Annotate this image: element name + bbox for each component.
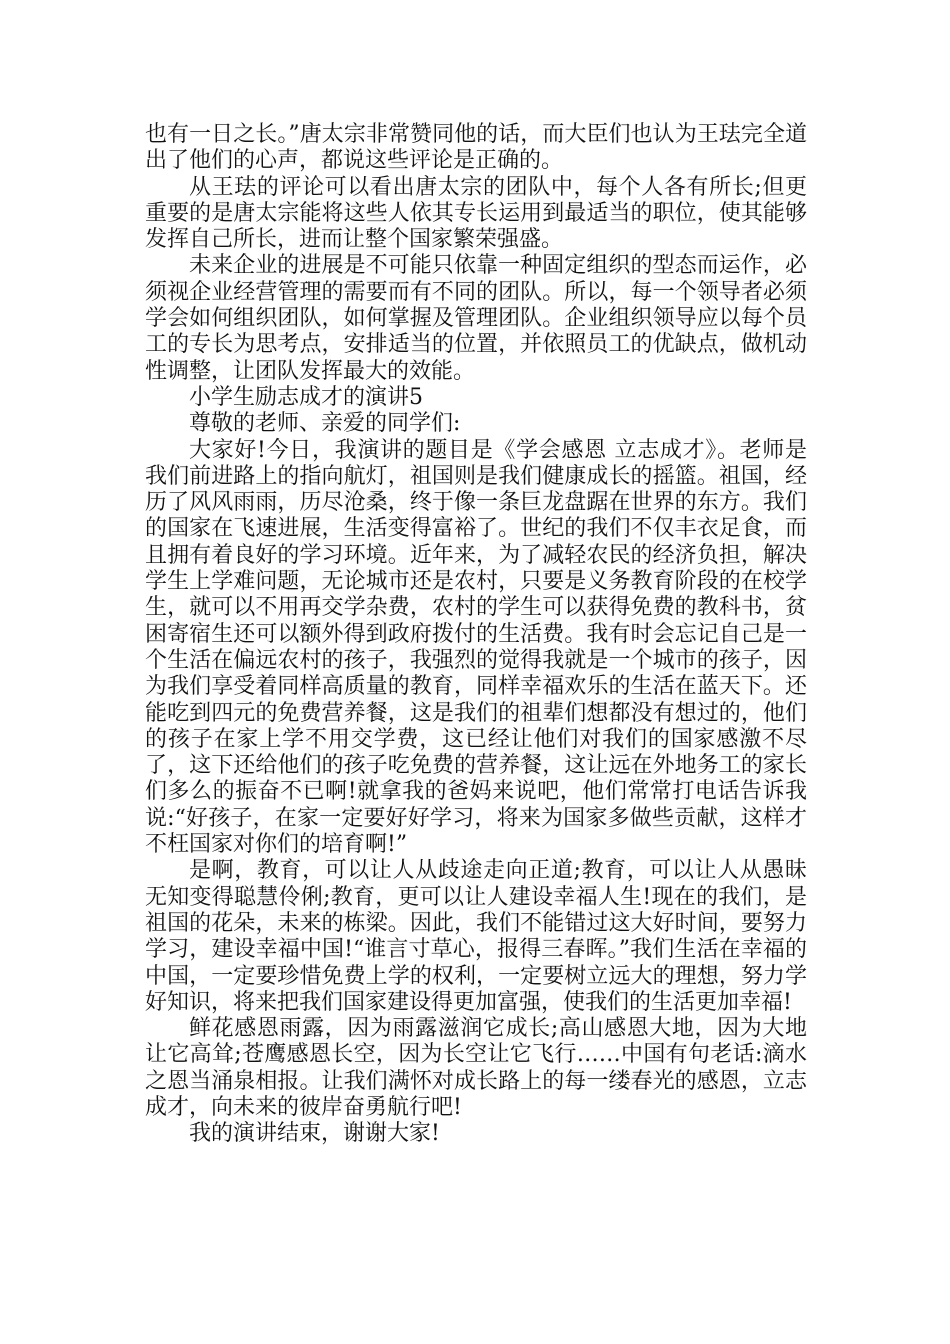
- paragraph-gratitude: 鲜花感恩雨露，因为雨露滋润它成长;高山感恩大地，因为大地让它高耸;苍鹰感恩长空，因为长空让它飞行……中国有句老话:滴水之恩当涌泉相报。让我们满怀对成长路上的每一缕春光的感恩，立志成才，向未来的彼岸奋勇航行吧!: [145, 1016, 807, 1120]
- paragraph-team-strengths: 从王珐的评论可以看出唐太宗的团队中，每个人各有所长;但更重要的是唐太宗能将这些人依其专长运用到最适当的职位，使其能够发挥自己所长，进而让整个国家繁荣强盛。: [145, 174, 807, 253]
- document-body: [145, 122, 807, 1148]
- speech-salutation: 尊敬的老师、亲爱的同学们:: [189, 411, 461, 437]
- speech-title: 小学生励志成才的演讲5: [189, 384, 423, 410]
- paragraph-speech-body: 大家好!今日，我演讲的题目是《学会感恩 立志成才》。老师是我们前进路上的指向航灯，祖国则是我们健康成长的摇篮。祖国，经历了风风雨雨，历尽沧桑，终于像一条巨龙盘踞在世界的东方。我们的国家在飞速进展，生活变得富裕了。世纪的我们不仅丰衣足食，而且拥有着良好的学习环境。近年来，为了减轻农民的经济负担，解决学生上学难问题，无论城市还是农村，只要是义务教育阶段的在校学生，就可以不用再交学杂费，农村的学生可以获得免费的教科书，贫困寄宿生还可以额外得到政府拨付的生活费。我有时会忘记自己是一个生活在偏远农村的孩子，我强烈的觉得我就是一个城市的孩子，因为我们享受着同样高质量的教育，同样幸福欢乐的生活在蓝天下。还能吃到四元的免费营养餐，这是我们的祖辈们想都没有想过的，他们的孩子在家上学不用交学费，这已经让他们对我们的国家感激不尽了，这下还给他们的孩子吃免费的营养餐，这让远在外地务工的家长们多么的振奋不已啊!就拿我的爸妈来说吧，他们常常打电话告诉我说:“好孩子，在家一定要好好学习，将来为国家多做些贡献，这样才不枉国家对你们的培育啊!”: [145, 437, 807, 858]
- paragraph-continuation: 也有一日之长。”唐太宗非常赞同他的话，而大臣们也认为王珐完全道出了他们的心声，都说这些评论是正确的。: [145, 122, 807, 174]
- paragraph-enterprise-future: 未来企业的进展是不可能只依靠一种固定组织的型态而运作，必须视企业经营管理的需要而有不同的团队。所以，每一个领导者必须学会如何组织团队，如何掌握及管理团队。企业组织领导应以每个员工的专长为思考点，安排适当的位置，并依照员工的优缺点，做机动性调整，让团队发挥最大的效能。: [145, 253, 807, 384]
- paragraph-education: 是啊，教育，可以让人从歧途走向正道;教育，可以让人从愚昧无知变得聪慧伶俐;教育，更可以让人建设幸福人生!现在的我们，是祖国的花朵，未来的栋梁。因此，我们不能错过这大好时间，要努力学习，建设幸福中国!“谁言寸草心，报得三春晖。”我们生活在幸福的中国，一定要珍惜免费上学的权利，一定要树立远大的理想，努力学好知识，将来把我们国家建设得更加富强，使我们的生活更加幸福!: [145, 858, 807, 1015]
- speech-closing: 我的演讲结束，谢谢大家!: [189, 1121, 440, 1147]
